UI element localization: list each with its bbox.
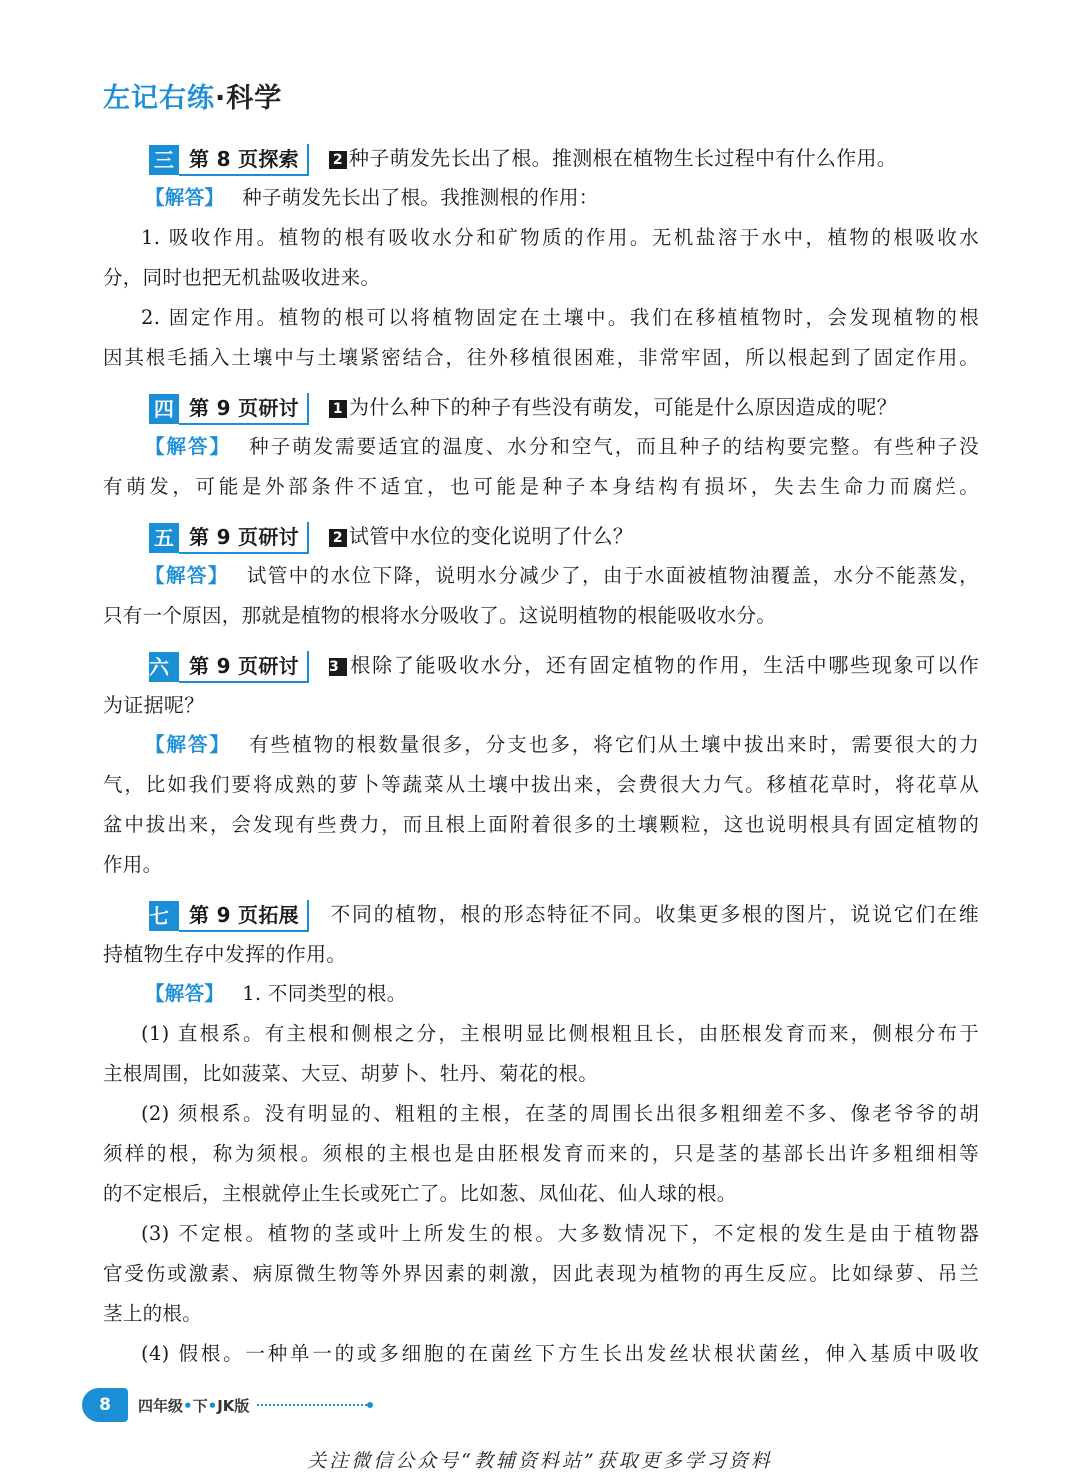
answer-text: 有些植物的根数量很多，分支也多，将它们从土壤中拔出来时，需要很大的力	[249, 733, 979, 756]
question-text: 种子萌发先长出了根。推测根在植物生长过程中有什么作用。	[348, 146, 898, 170]
answer-line: 只有一个原因，那就是植物的根将水分吸收了。这说明植物的根能吸收水分。	[103, 604, 777, 627]
answer-text: 试管中的水位下降，说明水分减少了，由于水面被植物油覆盖，水分不能蒸发，	[246, 564, 979, 587]
question-line: 为证据呢？	[103, 693, 205, 717]
answer-line: 茎上的根。	[103, 1302, 203, 1325]
question-number: 2	[329, 151, 347, 169]
section-label: 第 9 页研讨	[179, 393, 309, 425]
question-line	[103, 138, 979, 178]
title-separator: ·	[215, 83, 227, 114]
section-tag	[149, 652, 309, 682]
section-5	[103, 516, 979, 636]
answer-line: 有萌发，可能是外部条件不适宜，也可能是种子本身结构有损坏，失去生命力而腐烂。	[103, 475, 979, 498]
answer-label: 【解答】	[145, 733, 232, 756]
footer-divider	[257, 1404, 367, 1406]
answer-line: 因其根毛插入土壤中与土壤紧密结合，往外移植很困难，非常牢固，所以根起到了固定作用。	[103, 346, 979, 369]
question-line	[103, 387, 979, 427]
answer-line	[103, 974, 979, 1014]
section-number: 五	[149, 523, 179, 553]
question-text: 根除了能吸收水分，还有固定植物的作用，生活中哪些现象可以作	[348, 653, 979, 677]
answer-line: (1) 直根系。有主根和侧根之分，主根明显比侧根粗且长，由胚根发育而来，侧根分布于	[141, 1022, 979, 1045]
brand-name: 左记右练	[103, 83, 215, 114]
page-number: 8	[82, 1388, 128, 1422]
question-line	[103, 645, 979, 685]
section-tag	[149, 523, 309, 553]
edition: JK版	[217, 1396, 250, 1415]
answer-line: (2) 须根系。没有明显的、粗粗的主根，在茎的周围长出很多粗细差不多、像老爷爷的胡	[141, 1102, 979, 1125]
section-4	[103, 387, 979, 507]
answer-line: 官受伤或激素、病原微生物等外界因素的刺激，因此表现为植物的再生反应。比如绿萝、吊兰	[103, 1262, 979, 1285]
answer-line: 的不定根后，主根就停止生长或死亡了。比如葱、凤仙花、仙人球的根。	[103, 1182, 737, 1205]
answer-text: 种子萌发需要适宜的温度、水分和空气，而且种子的结构要完整。有些种子没	[249, 435, 979, 458]
question-text: 不同的植物，根的形态特征不同。收集更多根的图片，说说它们在维	[328, 902, 979, 926]
section-label: 第 8 页探索	[179, 144, 309, 176]
question-text: 试管中水位的变化说明了什么？	[348, 524, 634, 548]
question-line	[103, 894, 979, 934]
question-number: 2	[329, 529, 347, 547]
section-6	[103, 645, 979, 885]
question-line: 持植物生存中发挥的作用。	[103, 942, 347, 966]
answer-line: 1. 吸收作用。植物的根有吸收水分和矿物质的作用。无机盐溶于水中，植物的根吸收水	[141, 226, 979, 249]
grade-label	[138, 1395, 249, 1416]
page-footer	[82, 1388, 373, 1422]
book-title	[103, 76, 282, 115]
section-number: 四	[149, 394, 179, 424]
answer-line: 气，比如我们要将成熟的萝卜等蔬菜从土壤中拔出来，会费很大力气。移植花草时，将花草从	[103, 773, 979, 796]
answer-text: 1. 不同类型的根。	[242, 982, 407, 1005]
answer-line	[103, 725, 979, 765]
question-number: 1	[329, 400, 347, 418]
term: 下	[192, 1396, 208, 1415]
answer-line: 2. 固定作用。植物的根可以将植物固定在土壤中。我们在移植植物时，会发现植物的根	[141, 306, 979, 329]
answer-line: (3) 不定根。植物的茎或叶上所发生的根。大多数情况下，不定根的发生是由于植物器	[141, 1222, 979, 1245]
answer-line	[103, 427, 979, 467]
footer-end-dot	[367, 1402, 373, 1408]
answer-line: (4) 假根。一种单一的或多细胞的在菌丝下方生长出发丝状根状菌丝，伸入基质中吸收	[141, 1342, 979, 1365]
section-label: 第 9 页研讨	[179, 651, 309, 683]
section-tag	[149, 901, 309, 931]
answer-text: 种子萌发先长出了根。我推测根的作用：	[242, 186, 599, 209]
answer-line	[103, 178, 979, 218]
section-number: 七	[149, 901, 179, 931]
question-line	[103, 516, 979, 556]
promo-note: 关注微信公众号“教辅资料站”获取更多学习资料	[307, 1450, 773, 1472]
answer-line: 主根周围，比如菠菜、大豆、胡萝卜、牡丹、菊花的根。	[103, 1062, 599, 1085]
question-number: 3	[329, 658, 347, 676]
grade: 四年级	[138, 1396, 184, 1415]
answer-label: 【解答】	[145, 564, 229, 587]
answer-label: 【解答】	[145, 982, 225, 1005]
answer-label: 【解答】	[145, 435, 232, 458]
footer-dot: •	[183, 1396, 193, 1415]
section-3	[103, 138, 979, 378]
section-label: 第 9 页研讨	[179, 522, 309, 554]
answer-label: 【解答】	[145, 186, 225, 209]
answer-line: 分，同时也把无机盐吸收进来。	[103, 266, 381, 289]
section-tag	[149, 145, 309, 175]
answer-line: 作用。	[103, 853, 163, 876]
section-7	[103, 894, 979, 1374]
section-number: 三	[149, 145, 179, 175]
footer-dot: •	[207, 1396, 218, 1415]
answer-line: 盆中拔出来，会发现有些费力，而且根上面附着很多的土壤颗粒，这也说明根具有固定植物的	[103, 813, 979, 836]
answer-line: 须样的根，称为须根。须根的主根也是由胚根发育而来的，只是茎的基部长出许多粗细相等	[103, 1142, 979, 1165]
answer-line	[103, 556, 979, 596]
section-label: 第 9 页拓展	[179, 900, 309, 932]
section-number: 六	[149, 652, 179, 682]
subject-name: 科学	[226, 83, 283, 114]
question-text: 为什么种下的种子有些没有萌发，可能是什么原因造成的呢？	[348, 395, 898, 419]
section-tag	[149, 394, 309, 424]
